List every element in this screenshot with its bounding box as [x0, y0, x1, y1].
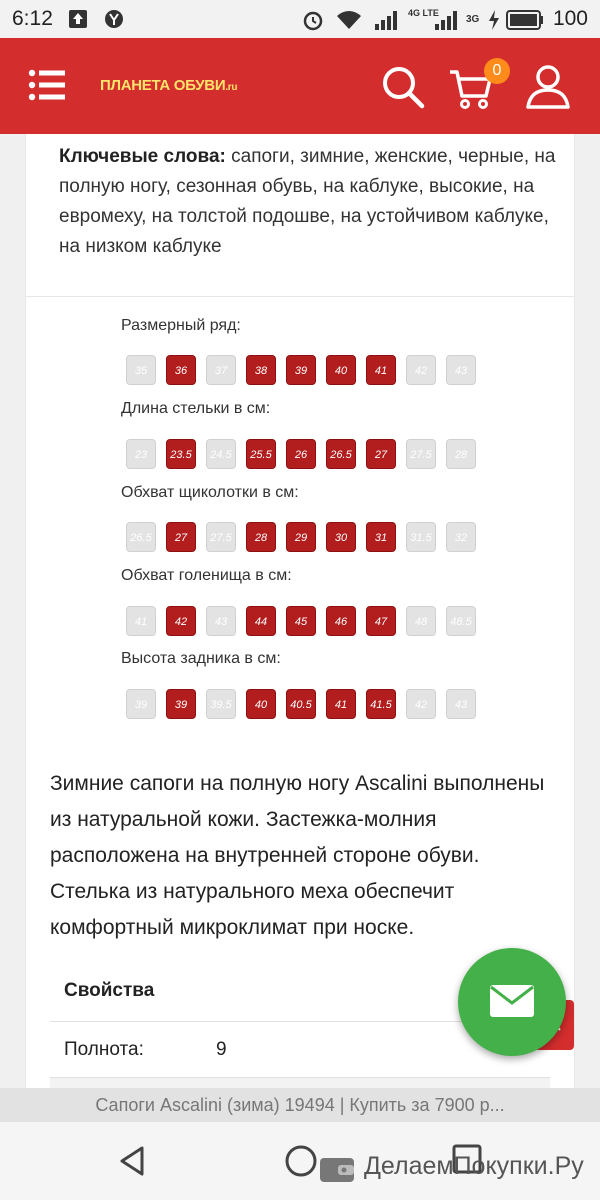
size-option-available[interactable]: 36	[166, 355, 196, 385]
size-option-available[interactable]: 29	[286, 522, 316, 552]
app-header	[0, 38, 600, 134]
browser-notification-icon	[104, 9, 124, 29]
size-option-unavailable[interactable]: 43	[446, 689, 476, 719]
size-option-available[interactable]: 27	[366, 439, 396, 469]
home-icon[interactable]	[284, 1144, 318, 1178]
keywords-label: Ключевые слова:	[59, 146, 226, 167]
battery-percent: 100	[552, 7, 588, 30]
logo-main: ПЛАНЕТА ОБУВИ	[100, 77, 226, 94]
watermark-text: ДелаемПокупки.Ру	[364, 1152, 584, 1180]
battery-icon	[506, 9, 544, 31]
size-option-available[interactable]: 41.5	[366, 689, 396, 719]
size-option-unavailable[interactable]: 39.5	[206, 689, 236, 719]
status-time: 6:12	[12, 7, 53, 30]
size-option-row	[126, 522, 486, 552]
network-type-4g: 4G LTE	[408, 8, 439, 18]
menu-icon[interactable]	[28, 68, 66, 102]
product-description: Зимние сапоги на полную ногу Ascalini выполнены из натуральной кожи. Застежка-молния расположена на внутренней стороне обуви. Стелька из натурального меха обеспечит комфортный микроклимат при носке.	[50, 772, 545, 939]
site-logo[interactable]	[100, 77, 237, 94]
size-option-available[interactable]: 31	[366, 522, 396, 552]
size-option-unavailable[interactable]: 48	[406, 606, 436, 636]
back-icon[interactable]	[116, 1144, 150, 1178]
size-option-unavailable[interactable]: 37	[206, 355, 236, 385]
search-icon[interactable]	[380, 64, 426, 110]
size-option-unavailable[interactable]: 48.5	[446, 606, 476, 636]
size-option-unavailable[interactable]: 42	[406, 689, 436, 719]
size-option-available[interactable]: 38	[246, 355, 276, 385]
property-value: 9	[216, 1039, 227, 1060]
size-option-available[interactable]: 30	[326, 522, 356, 552]
size-option-unavailable[interactable]: 41	[126, 606, 156, 636]
wifi-icon	[336, 9, 362, 31]
cart-count-badge: 0	[484, 58, 510, 84]
size-option-available[interactable]: 45	[286, 606, 316, 636]
size-option-unavailable[interactable]: 43	[446, 355, 476, 385]
size-option-available[interactable]: 46	[326, 606, 356, 636]
size-option-unavailable[interactable]: 27.5	[406, 439, 436, 469]
size-option-available[interactable]: 44	[246, 606, 276, 636]
size-option-available[interactable]: 40	[326, 355, 356, 385]
size-group-label: Размерный ряд:	[121, 317, 241, 334]
size-option-available[interactable]: 28	[246, 522, 276, 552]
size-group-label: Длина стельки в см:	[121, 400, 271, 417]
size-option-available[interactable]: 26	[286, 439, 316, 469]
size-option-unavailable[interactable]: 23	[126, 439, 156, 469]
size-option-unavailable[interactable]: 28	[446, 439, 476, 469]
size-option-unavailable[interactable]: 42	[406, 355, 436, 385]
size-option-unavailable[interactable]: 35	[126, 355, 156, 385]
size-option-available[interactable]: 40.5	[286, 689, 316, 719]
network-type-3g: 3G	[466, 14, 480, 25]
keywords-block	[59, 142, 559, 262]
size-option-unavailable[interactable]: 31.5	[406, 522, 436, 552]
charging-icon	[488, 9, 500, 31]
signal-icon-2	[434, 9, 462, 31]
size-option-unavailable[interactable]: 27.5	[206, 522, 236, 552]
mail-icon	[489, 984, 535, 1018]
size-option-unavailable[interactable]: 26.5	[126, 522, 156, 552]
size-option-row	[126, 355, 486, 385]
keywords-text: сапоги, зимние, женские, черные, на полную ногу, сезонная обувь, на каблуке, высокие, на евромеху, на толстой подошве, на устойчивом каблуке, на низком каблуке	[59, 146, 556, 257]
contact-mail-button[interactable]	[458, 948, 566, 1056]
alarm-icon	[302, 9, 324, 31]
size-option-available[interactable]: 41	[326, 689, 356, 719]
status-bar	[0, 0, 600, 38]
size-group-label: Обхват щиколотки в см:	[121, 484, 299, 501]
size-option-available[interactable]: 47	[366, 606, 396, 636]
size-option-available[interactable]: 23.5	[166, 439, 196, 469]
size-option-row	[126, 439, 486, 469]
property-key: Полнота:	[64, 1039, 144, 1060]
size-option-available[interactable]: 26.5	[326, 439, 356, 469]
size-option-available[interactable]: 40	[246, 689, 276, 719]
user-icon[interactable]	[524, 62, 572, 110]
size-group-label: Обхват голенища в см:	[121, 567, 292, 584]
upload-notification-icon	[68, 9, 88, 29]
size-option-unavailable[interactable]: 32	[446, 522, 476, 552]
page-title-bar[interactable]: Сапоги Ascalini (зима) 19494 | Купить за 7900 р...	[0, 1088, 600, 1122]
size-option-available[interactable]: 42	[166, 606, 196, 636]
size-option-available[interactable]: 39	[286, 355, 316, 385]
size-group-label: Высота задника в см:	[121, 650, 281, 667]
signal-icon	[374, 9, 402, 31]
size-option-available[interactable]: 39	[166, 689, 196, 719]
divider	[26, 296, 575, 297]
wallet-icon	[318, 1154, 356, 1184]
properties-heading: Свойства	[50, 960, 550, 1022]
logo-tld: .ru	[225, 82, 238, 93]
size-option-unavailable[interactable]: 24.5	[206, 439, 236, 469]
size-option-available[interactable]: 41	[366, 355, 396, 385]
size-option-unavailable[interactable]: 39	[126, 689, 156, 719]
size-option-row	[126, 689, 486, 719]
size-option-available[interactable]: 27	[166, 522, 196, 552]
size-option-row	[126, 606, 486, 636]
size-option-unavailable[interactable]: 43	[206, 606, 236, 636]
size-option-available[interactable]: 25.5	[246, 439, 276, 469]
